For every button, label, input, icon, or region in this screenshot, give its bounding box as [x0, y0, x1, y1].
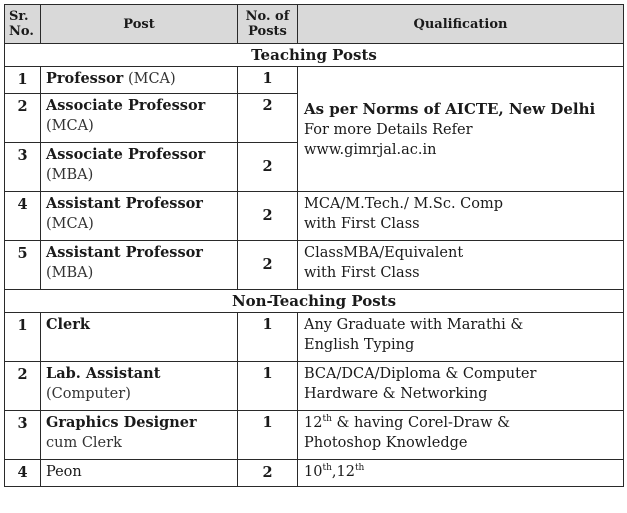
qualification-separator: , [331, 464, 337, 480]
post-cell [41, 411, 238, 460]
sr-cell: 2 [5, 94, 41, 143]
header-no-posts-line1: No. of [245, 9, 290, 24]
post-cell [41, 460, 238, 487]
sr-cell: 1 [5, 67, 41, 94]
sr-cell: 5 [5, 241, 41, 290]
qualification-cell [298, 313, 624, 362]
sr-cell: 4 [5, 460, 41, 487]
header-sr-line2: No. [9, 24, 34, 39]
qualification-cell [298, 411, 624, 460]
post-cell [41, 313, 238, 362]
post-dept: (MCA) [127, 71, 176, 87]
qualification-rest: & having Corel-Draw & [331, 415, 511, 431]
count-cell: 2 [238, 192, 298, 241]
header-post: Post [41, 5, 238, 44]
header-qualification: Qualification [298, 5, 624, 44]
post-title: Graphics Designer [46, 414, 197, 431]
table-row [5, 241, 624, 290]
section-non-teaching-row [5, 290, 624, 313]
qualification-cell [298, 362, 624, 411]
post-dept: (MBA) [46, 265, 94, 281]
post-dept: (MBA) [46, 167, 94, 183]
qualification-superscript: th [354, 463, 365, 474]
qualification-line1: MCA/M.Tech./ M.Sc. Comp [304, 196, 504, 212]
section-title-non-teaching: Non-Teaching Posts [5, 290, 624, 313]
qualification-line2: Hardware & Networking [304, 386, 488, 402]
website-text: www.gimrjal.ac.in [304, 141, 437, 158]
header-row [5, 5, 624, 44]
count-cell: 1 [238, 313, 298, 362]
table-row [5, 362, 624, 411]
post-cell [41, 94, 238, 143]
qualification-line2: Photoshop Knowledge [304, 435, 468, 451]
qualification-line2: with First Class [304, 216, 420, 232]
post-dept: (Computer) [46, 386, 131, 402]
qualification-line1: BCA/DCA/Diploma & Computer [304, 366, 537, 382]
post-title: Clerk [46, 316, 90, 333]
qualification-line2: with First Class [304, 265, 420, 281]
count-cell: 2 [238, 460, 298, 487]
post-title: Peon [46, 464, 82, 480]
count-cell: 2 [238, 94, 298, 143]
table-row [5, 192, 624, 241]
header-no-of-posts [238, 5, 298, 44]
details-refer-text: For more Details Refer [304, 121, 473, 138]
count-cell: 1 [238, 411, 298, 460]
qualification-superscript: th [322, 414, 332, 425]
count-cell: 2 [238, 241, 298, 290]
post-title: Associate Professor [46, 146, 206, 163]
count-cell: 1 [238, 362, 298, 411]
qualification-line2: English Typing [304, 337, 415, 353]
post-title: Associate Professor [46, 97, 206, 114]
qualification-twelfth: 12 [336, 464, 355, 480]
post-cell [41, 362, 238, 411]
qualification-cell [298, 460, 624, 487]
qualification-superscript: th [322, 463, 332, 474]
recruitment-table-sheet [4, 4, 623, 487]
sr-cell: 3 [5, 143, 41, 192]
header-sr-no [5, 5, 41, 44]
table-row [5, 411, 624, 460]
table-row [5, 313, 624, 362]
aicte-norms-text: As per Norms of AICTE, New Delhi [304, 99, 596, 118]
qualification-line1: ClassMBA/Equivalent [304, 245, 464, 261]
section-teaching-row [5, 44, 624, 67]
header-no-posts-line2: Posts [248, 24, 287, 39]
qualification-line1: Any Graduate with Marathi & [304, 317, 524, 333]
post-title: Assistant Professor [46, 195, 203, 212]
header-sr-line1: Sr. [9, 9, 29, 24]
post-cell [41, 143, 238, 192]
merged-qualification-cell [298, 67, 624, 192]
post-dept: cum Clerk [46, 435, 122, 451]
qualification-line1 [304, 415, 510, 431]
post-title: Lab. Assistant [46, 365, 161, 382]
posts-table [4, 4, 624, 487]
count-cell: 2 [238, 143, 298, 192]
table-row [5, 67, 624, 94]
sr-cell: 3 [5, 411, 41, 460]
post-cell [41, 241, 238, 290]
count-cell: 1 [238, 67, 298, 94]
qualification-cell [298, 192, 624, 241]
post-title: Professor [46, 70, 124, 87]
post-cell [41, 67, 238, 94]
post-dept: (MCA) [46, 216, 94, 232]
table-row [5, 460, 624, 487]
post-cell [41, 192, 238, 241]
sr-cell: 2 [5, 362, 41, 411]
sr-cell: 4 [5, 192, 41, 241]
qualification-cell [298, 241, 624, 290]
qualification-tenth: 10 [304, 464, 323, 480]
post-title: Assistant Professor [46, 244, 203, 261]
section-title-teaching: Teaching Posts [5, 44, 624, 67]
post-dept: (MCA) [46, 118, 94, 134]
qualification-number: 12 [304, 415, 323, 431]
sr-cell: 1 [5, 313, 41, 362]
